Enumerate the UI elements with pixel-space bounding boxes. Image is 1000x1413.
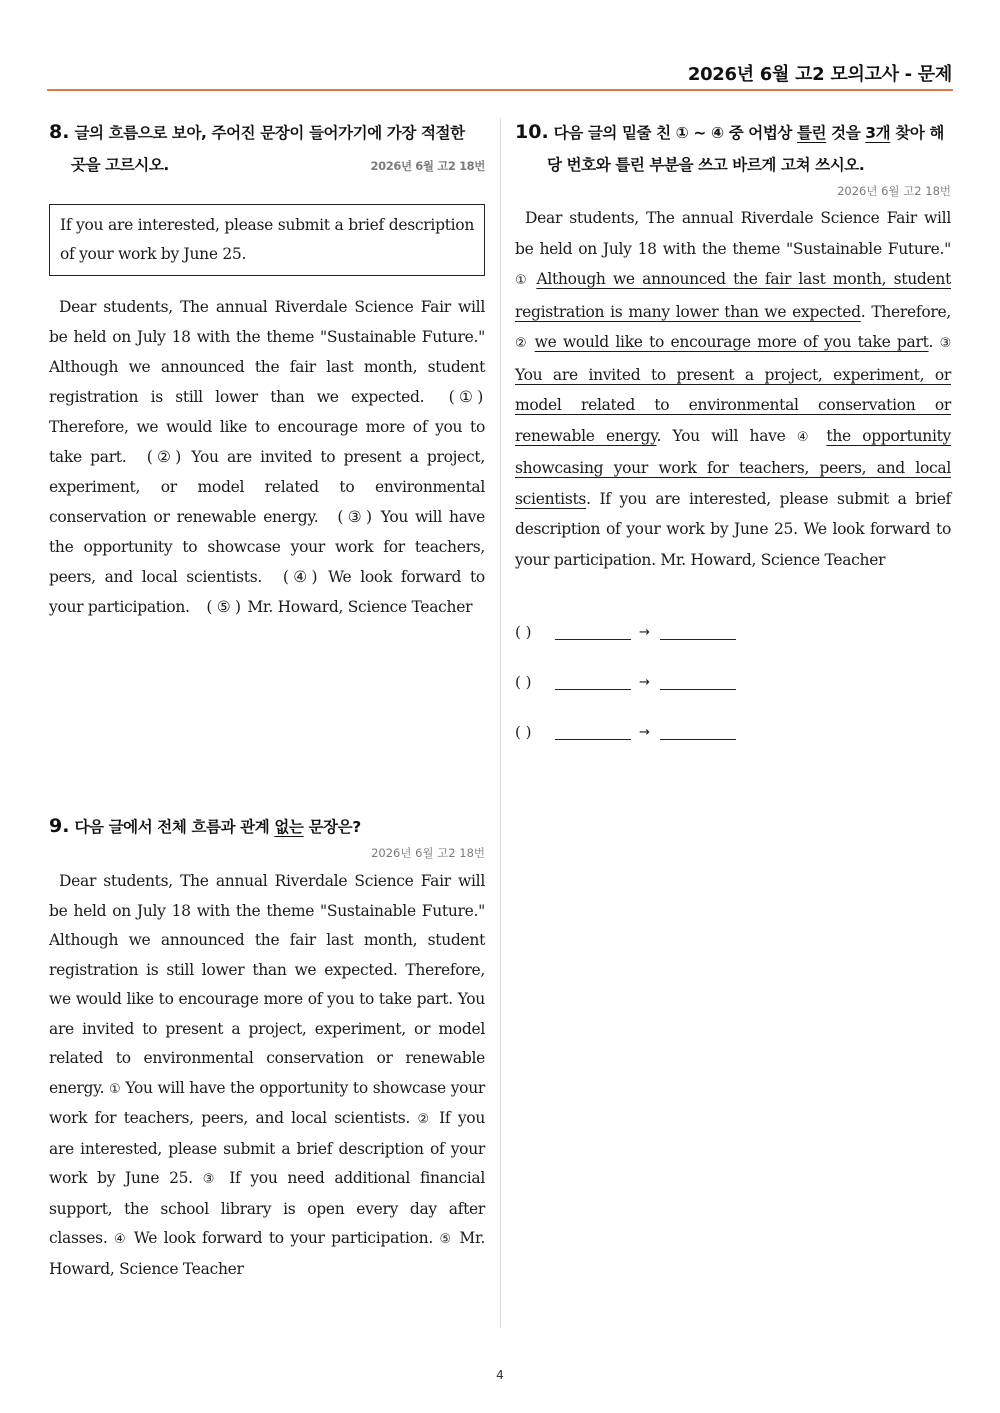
correction-blank[interactable] bbox=[660, 725, 736, 740]
question-title-emphasis: 틀린 bbox=[796, 124, 827, 142]
answer-row bbox=[515, 707, 951, 757]
arrow-icon: → bbox=[639, 624, 650, 640]
question-10 bbox=[515, 116, 951, 757]
question-10-title-line-2 bbox=[515, 149, 951, 181]
passage bbox=[515, 203, 951, 575]
choice-mark-2: ② bbox=[417, 1112, 432, 1127]
question-8-title bbox=[49, 116, 485, 149]
insert-mark-5: ( ⑤ ) bbox=[206, 598, 241, 616]
question-title-emphasis: 없는 bbox=[274, 818, 304, 836]
passage-text: . bbox=[928, 333, 934, 351]
question-title-text: 찾아 해 bbox=[895, 124, 944, 142]
underlined-part-1: Although we announced the fair last month, student registration is many lower than we expected bbox=[515, 270, 951, 321]
question-number: 10. bbox=[515, 121, 549, 143]
question-title-text: 다음 글의 밑줄 친 ① ~ ④ 중 어법상 bbox=[553, 124, 792, 142]
page-number: 4 bbox=[496, 1368, 504, 1382]
question-9-title bbox=[49, 810, 485, 843]
choice-mark-4: ④ bbox=[114, 1232, 128, 1247]
passage-text: If you need additional financial support, the school library is open every day after classes. bbox=[49, 1169, 485, 1247]
column-divider bbox=[500, 118, 501, 1328]
answer-row bbox=[515, 657, 951, 707]
choice-mark-3: ③ bbox=[202, 1172, 220, 1187]
insert-mark-3: ( ③ ) bbox=[337, 508, 372, 526]
passage-text: Dear students, The annual Riverdale Science Fair will be held on July 18 with the theme "Sustainable Future." bbox=[515, 209, 951, 258]
passage-text: Dear students, The annual Riverdale Science Fair will be held on July 18 with the theme "Sustainable Future." Although we announced the fair last month, student registration is still lower than we expected. Therefore, we would like to encourage more of you to take part. You are invited to present a project, experiment, or model related to environmental conservation or renewable energy. bbox=[49, 872, 485, 1097]
question-title-line-2: 곳을 고르시오. bbox=[71, 156, 169, 174]
choice-mark-3: ③ bbox=[939, 336, 951, 351]
answer-number-blank[interactable]: ( ) bbox=[515, 623, 532, 641]
passage-text: Mr. Howard, Science Teacher bbox=[49, 1229, 485, 1278]
passage-text: We look forward to your participation. bbox=[133, 1229, 433, 1247]
insert-mark-1: ( ① ) bbox=[448, 388, 483, 406]
wrong-part-blank[interactable] bbox=[555, 675, 631, 690]
choice-mark-1: ① bbox=[109, 1081, 121, 1097]
passage-text: We look forward to your participation. bbox=[49, 568, 485, 616]
source-label: 2026년 6월 고2 18번 bbox=[371, 846, 485, 860]
answer-row bbox=[515, 607, 951, 657]
question-title-text: 것을 bbox=[831, 124, 861, 142]
underlined-part-3: You are invited to present a project, experiment, or model related to environmental conservation or renewable energy bbox=[515, 365, 951, 445]
question-8-title-line-2 bbox=[49, 149, 485, 182]
arrow-icon: → bbox=[639, 724, 650, 740]
question-number: 9. bbox=[49, 815, 70, 837]
passage-text: You are invited to present a project, experiment, or model related to environmental conservation or renewable energy. bbox=[49, 448, 485, 526]
passage-text: Dear students, The annual Riverdale Science Fair will be held on July 18 with the theme "Sustainable Future." Although we announced the fair last month, student registration is still lower than we expected. bbox=[49, 298, 485, 406]
insert-mark-4: ( ④ ) bbox=[282, 568, 318, 586]
question-title-line-1: 글의 흐름으로 보아, 주어진 문장이 들어가기에 가장 적절한 bbox=[74, 124, 465, 142]
passage bbox=[49, 292, 485, 622]
underlined-part-4: the opportunity showcasing your work for teachers, peers, and local scientists bbox=[515, 426, 952, 508]
passage-text: You will have the opportunity to showcase your work for teachers, peers, and local scientists. bbox=[49, 508, 485, 586]
choice-mark-2: ② bbox=[515, 336, 529, 351]
given-sentence: If you are interested, please submit a brief description of your work by June 25. bbox=[60, 216, 474, 263]
answer-number-blank[interactable]: ( ) bbox=[515, 673, 532, 691]
question-number: 8. bbox=[49, 121, 70, 143]
page-header-title: 2026년 6월 고2 모의고사 - 문제 bbox=[687, 64, 952, 85]
passage-text: Therefore, we would like to encourage more of you to take part. bbox=[49, 418, 485, 466]
passage-text: . Therefore, bbox=[860, 302, 951, 321]
passage-text: If you are interested, please submit a brief description of your work by June 25. bbox=[49, 1109, 485, 1187]
insert-mark-2: ( ② ) bbox=[146, 448, 182, 466]
underlined-part-2: we would like to encourage more of you take part bbox=[534, 333, 929, 351]
answer-area bbox=[515, 607, 951, 757]
passage-text: . If you are interested, please submit a brief description of your work by June 25. We look forward to your participation. Mr. Howard, Science Teacher bbox=[515, 489, 951, 569]
choice-mark-5: ⑤ bbox=[439, 1232, 453, 1247]
answer-number-blank[interactable]: ( ) bbox=[515, 723, 532, 741]
choice-mark-4: ④ bbox=[796, 429, 815, 445]
question-9 bbox=[49, 810, 485, 1284]
wrong-part-blank[interactable] bbox=[555, 625, 631, 640]
arrow-icon: → bbox=[639, 674, 650, 690]
passage-text: You will have the opportunity to showcase your work for teachers, peers, and local scientists. bbox=[49, 1078, 485, 1127]
question-title-text: 문장은? bbox=[308, 818, 361, 836]
header-rule bbox=[47, 89, 953, 91]
given-sentence-box bbox=[49, 204, 485, 276]
correction-blank[interactable] bbox=[660, 675, 736, 690]
source-label: 2026년 6월 고2 18번 bbox=[837, 184, 951, 198]
passage bbox=[49, 867, 485, 1284]
correction-blank[interactable] bbox=[660, 625, 736, 640]
wrong-part-blank[interactable] bbox=[555, 725, 631, 740]
question-title-emphasis: 3개 bbox=[865, 124, 891, 142]
question-title-text: 다음 글에서 전체 흐름과 관계 bbox=[74, 818, 270, 836]
question-10-title bbox=[515, 116, 951, 149]
question-8 bbox=[49, 116, 485, 622]
passage-text: . You will have bbox=[656, 426, 786, 445]
source-label: 2026년 6월 고2 18번 bbox=[370, 159, 485, 173]
passage-text: Mr. Howard, Science Teacher bbox=[247, 598, 473, 616]
choice-mark-1: ① bbox=[515, 273, 530, 288]
question-title-line-2: 당 번호와 틀린 부분을 쓰고 바르게 고쳐 쓰시오. bbox=[547, 156, 865, 174]
